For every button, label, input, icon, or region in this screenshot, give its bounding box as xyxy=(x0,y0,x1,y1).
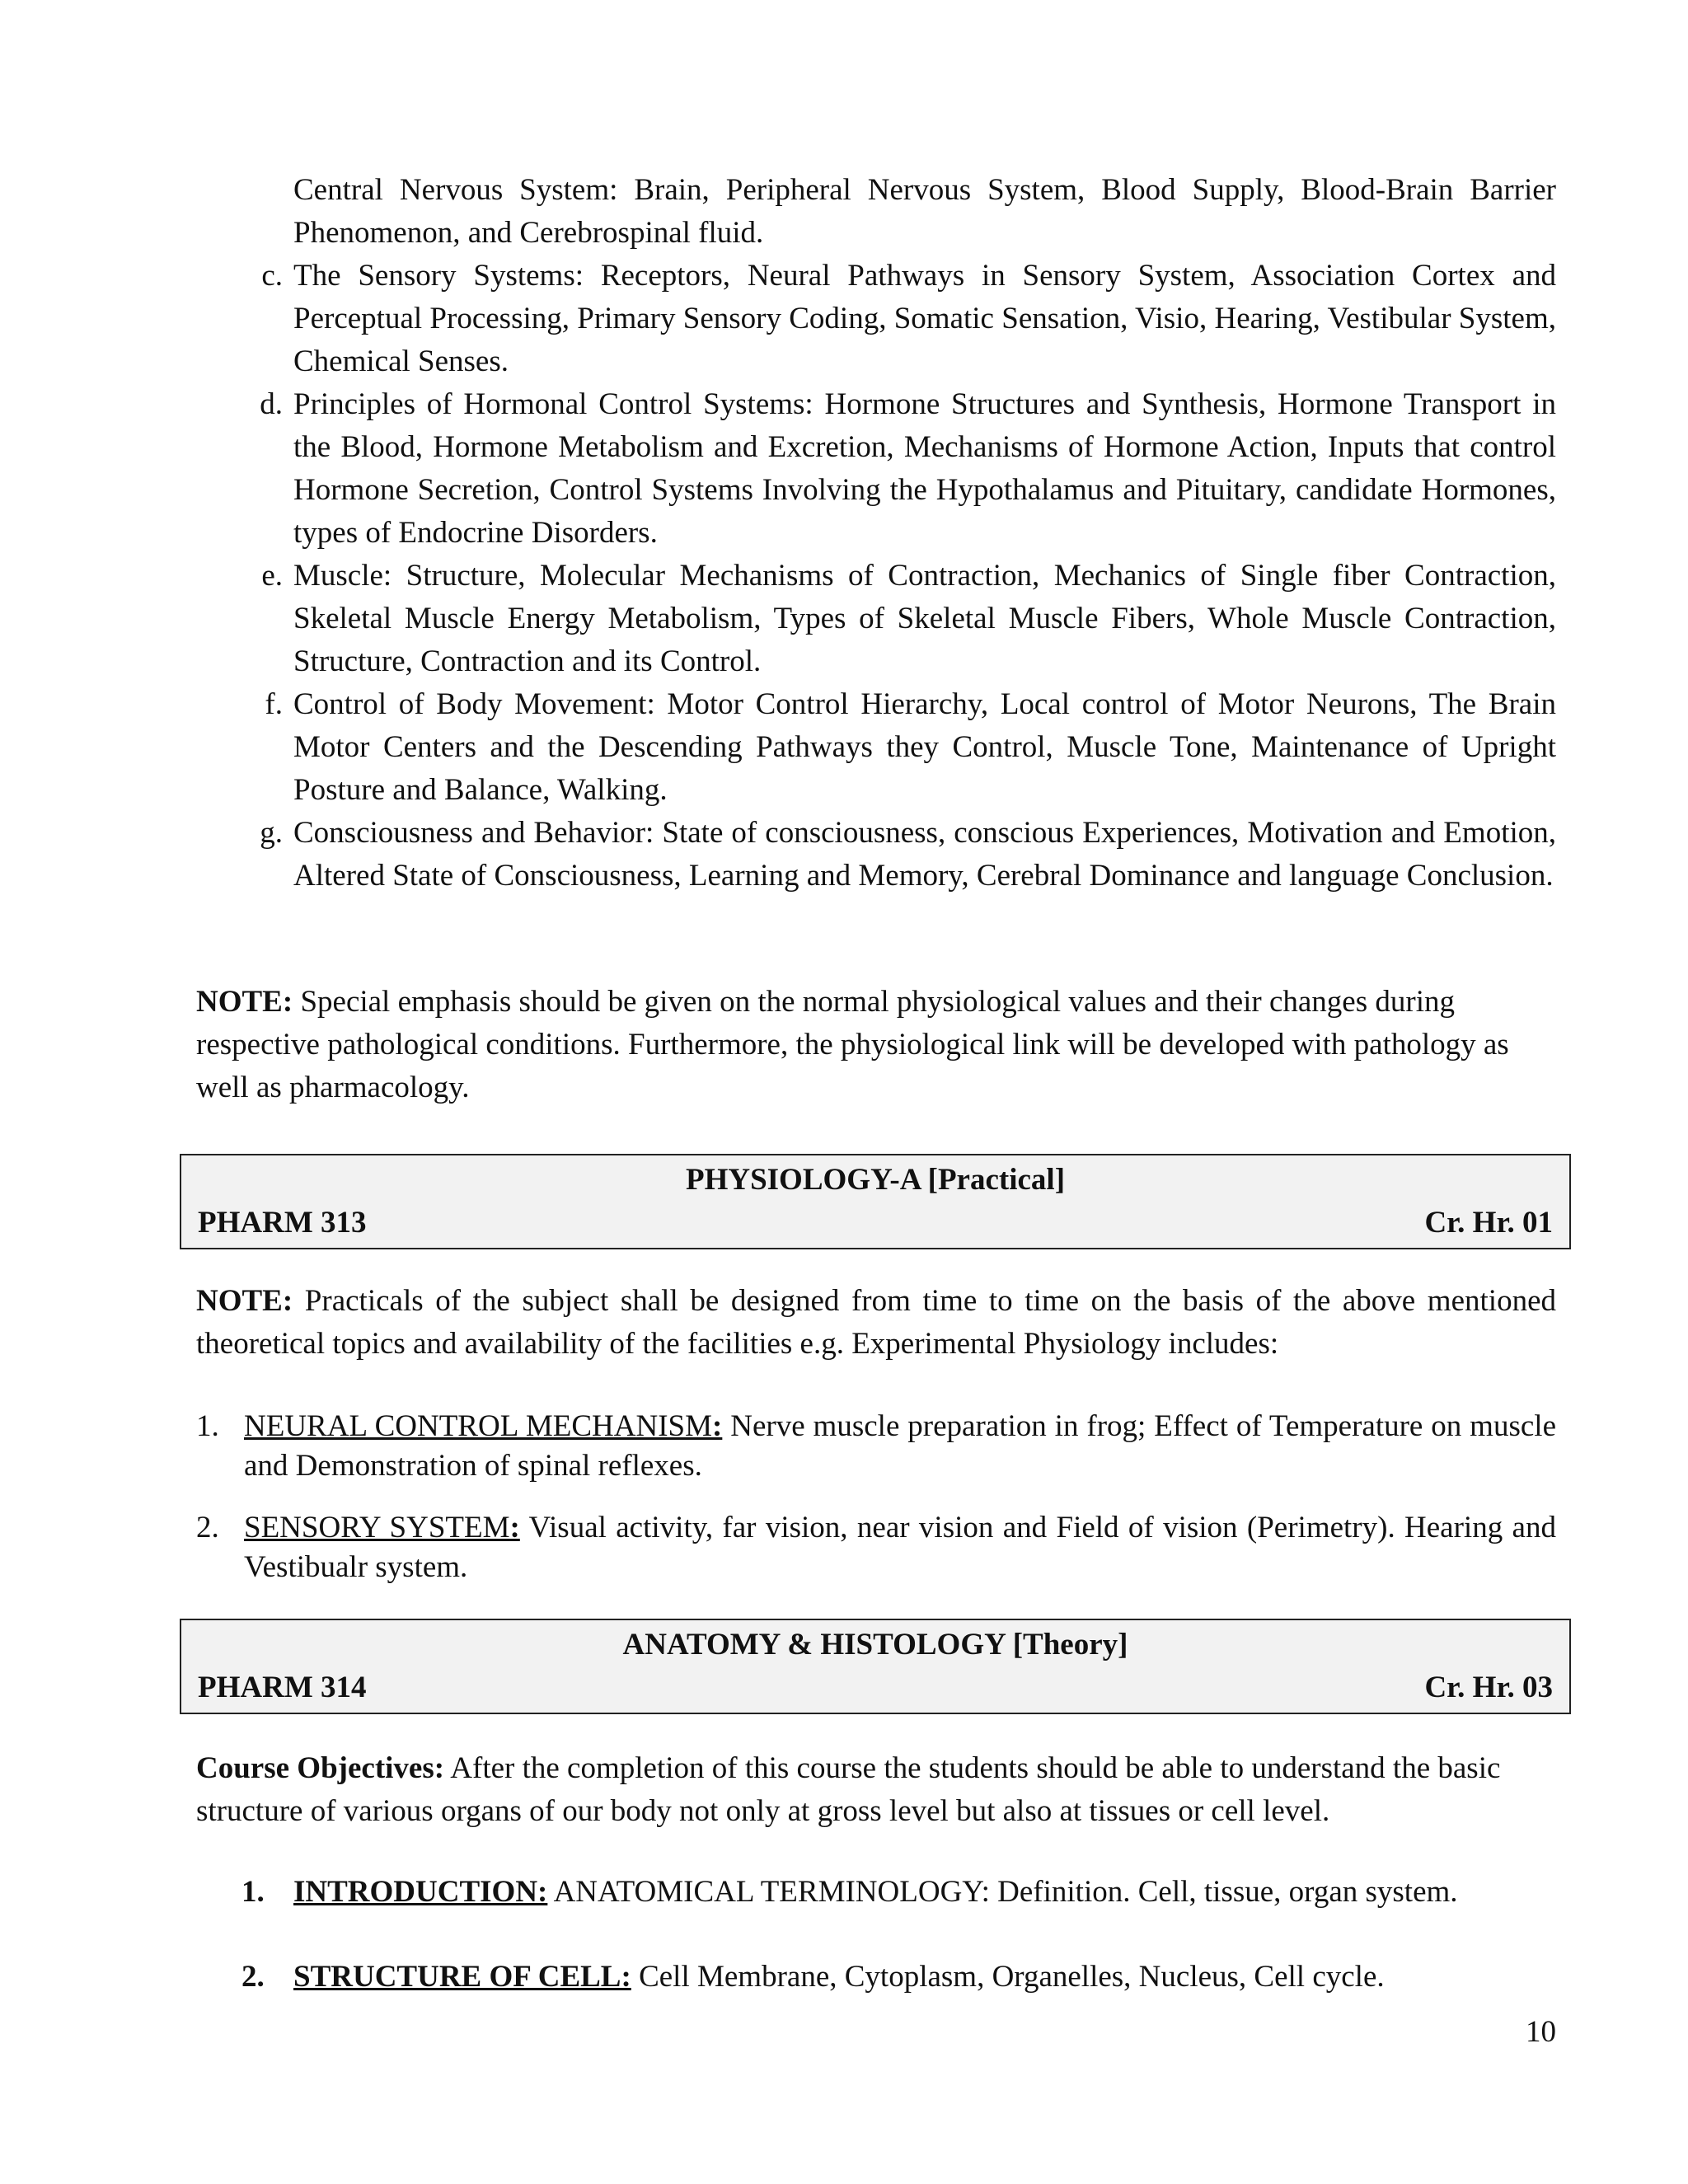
practical-heading: SENSORY SYSTEM xyxy=(244,1511,510,1544)
practical-text: Nerve muscle preparation in frog; Effect of Temperature on muscle and Demonstration of spinal reflexes. xyxy=(244,1409,1556,1483)
list-item-text: The Sensory Systems: Receptors, Neural Pathways in Sensory System, Association Cortex and Perceptual Processing, Primary Sensory Coding, Somatic Sensation, Visio, Hearing, Vestibular System, Chemical Senses. xyxy=(293,259,1556,378)
practical-heading: NEURAL CONTROL MECHANISM xyxy=(244,1409,712,1443)
heading-colon: : xyxy=(712,1409,723,1443)
list-item xyxy=(196,555,1556,683)
list-item-text: Muscle: Structure, Molecular Mechanisms of Contraction, Mechanics of Single fiber Contraction, Skeletal Muscle Energy Metabolism, Types of Skeletal Muscle Fibers, Whole Muscle Contraction, Structure, Contraction and its Control. xyxy=(293,559,1556,678)
note-label: NOTE: xyxy=(196,1284,293,1318)
list-marker: 2. xyxy=(241,1960,265,1994)
list-item xyxy=(196,683,1556,812)
list-marker: e. xyxy=(261,559,283,593)
course-header-physiology-practical xyxy=(180,1154,1571,1249)
note-paragraph xyxy=(196,1280,1556,1366)
topic-list-item xyxy=(196,1871,1556,1914)
topic-text: Cell Membrane, Cytoplasm, Organelles, Nucleus, Cell cycle. xyxy=(631,1960,1385,1994)
note-label: NOTE: xyxy=(196,985,293,1019)
list-item xyxy=(196,169,1556,255)
topic-heading: STRUCTURE OF CELL: xyxy=(293,1960,631,1994)
list-marker: c. xyxy=(261,259,283,293)
list-marker: d. xyxy=(260,387,283,421)
course-header-anatomy-theory xyxy=(180,1619,1571,1714)
practical-list-item xyxy=(196,1508,1556,1587)
objectives-label: Course Objectives: xyxy=(196,1751,445,1785)
objectives-text: After the completion of this course the students should be able to understand the basic structure of various organs of our body not only at gross level but also at tissues or cell level. xyxy=(196,1751,1501,1828)
course-code: PHARM 314 xyxy=(198,1671,367,1704)
list-item-text: Central Nervous System: Brain, Peripheral Nervous System, Blood Supply, Blood-Brain Barrier Phenomenon, and Cerebrospinal fluid. xyxy=(293,173,1556,250)
course-credit-hours: Cr. Hr. 03 xyxy=(1424,1671,1553,1704)
note-text: Practicals of the subject shall be designed from time to time on the basis of the above mentioned theoretical topics and availability of the facilities e.g. Experimental Physiology includes: xyxy=(196,1284,1556,1361)
course-title: PHYSIOLOGY-A [Practical] xyxy=(685,1163,1066,1197)
heading-colon: : xyxy=(509,1511,520,1544)
list-item-text: Consciousness and Behavior: State of consciousness, conscious Experiences, Motivation and Emotion, Altered State of Consciousness, Learning and Memory, Cerebral Dominance and language Conclusion. xyxy=(293,816,1556,893)
list-item xyxy=(196,812,1556,898)
list-item-text: Control of Body Movement: Motor Control Hierarchy, Local control of Motor Neurons, The Brain Motor Centers and the Descending Pathways they Control, Muscle Tone, Maintenance of Upright Posture and Balance, Walking. xyxy=(293,687,1556,807)
practical-text: Visual activity, far vision, near vision and Field of vision (Perimetry). Hearing and Vestibualr system. xyxy=(244,1511,1556,1584)
note-paragraph xyxy=(196,981,1556,1109)
list-marker: 2. xyxy=(196,1511,219,1544)
course-title: ANATOMY & HISTOLOGY [Theory] xyxy=(622,1628,1128,1661)
practical-list-item xyxy=(196,1407,1556,1486)
list-marker: 1. xyxy=(241,1875,265,1909)
course-objectives xyxy=(196,1747,1556,1833)
list-item-text: Principles of Hormonal Control Systems: Hormone Structures and Synthesis, Hormone Transport in the Blood, Hormone Metabolism and Excretion, Mechanisms of Hormone Action, Inputs that control Hormone Secretion, Control Systems Involving the Hypothalamus and Pituitary, candidate Hormones, types of Endocrine Disorders. xyxy=(293,387,1556,550)
list-marker: f. xyxy=(265,687,283,721)
course-code: PHARM 313 xyxy=(198,1206,367,1240)
list-item xyxy=(196,383,1556,555)
note-text: Special emphasis should be given on the normal physiological values and their changes during respective pathological conditions. Furthermore, the physiological link will be developed with pathology as well as pharmacology. xyxy=(196,985,1509,1104)
topic-list-item xyxy=(196,1956,1556,1999)
course-credit-hours: Cr. Hr. 01 xyxy=(1424,1206,1553,1240)
list-item xyxy=(196,255,1556,383)
topic-text: ANATOMICAL TERMINOLOGY: Definition. Cell, tissue, organ system. xyxy=(547,1875,1458,1909)
list-marker: g. xyxy=(260,816,283,850)
page-number: 10 xyxy=(1526,2015,1556,2049)
topic-list-physiology xyxy=(196,169,1556,898)
topic-heading: INTRODUCTION: xyxy=(293,1875,548,1909)
list-marker: 1. xyxy=(196,1409,219,1443)
